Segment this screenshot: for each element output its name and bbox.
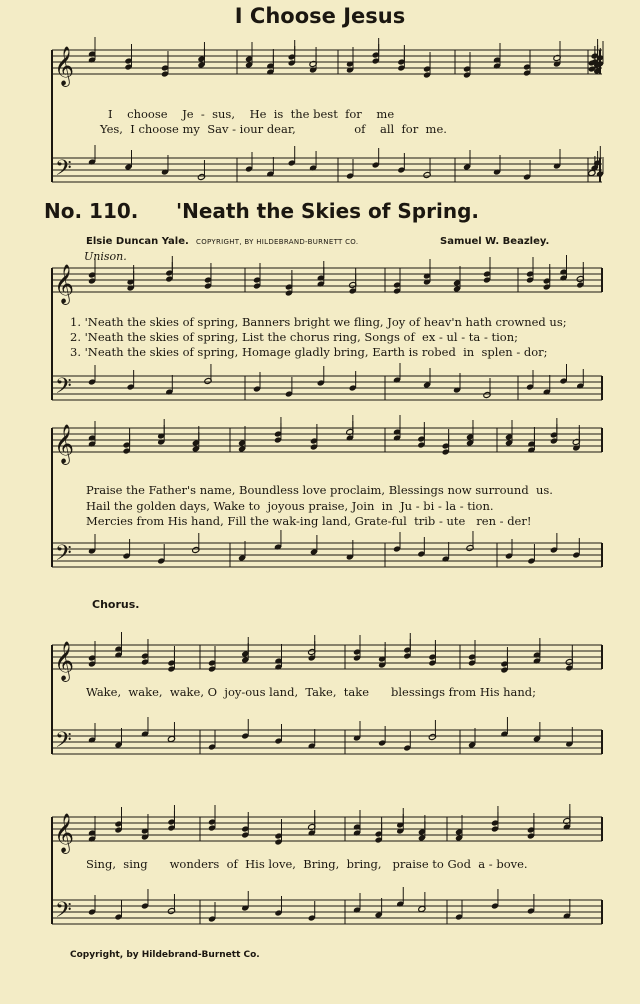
lyricist: Elsie Duncan Yale. bbox=[86, 236, 189, 247]
system-2-treble-staff bbox=[52, 268, 602, 292]
system-2-bass-clef-icon: 𝄢 bbox=[55, 374, 72, 404]
system-4-bass-clef-icon: 𝄢 bbox=[55, 728, 72, 758]
system-1-bass-staff bbox=[52, 158, 602, 182]
verse-3-line-a: 3. 'Neath the skies of spring, Homage gladly bring, Earth is robed in splen - dor; bbox=[70, 345, 548, 359]
system-4-treble-clef-icon: 𝄞 bbox=[54, 641, 75, 681]
copyright-notice: COPYRIGHT, BY HILDEBRAND-BURNETT CO. bbox=[196, 238, 359, 246]
system-1-bass-clef-icon: 𝄢 bbox=[55, 156, 72, 186]
hymn1-verse-line2: Yes, I choose my Sav - iour dear, of all for me. bbox=[100, 122, 447, 136]
verse-2-line-b: Hail the golden days, Wake to joyous praise, Join in Ju - bi - la - tion. bbox=[86, 499, 494, 513]
system-2-treble-clef-icon: 𝄞 bbox=[54, 264, 75, 304]
system-3-treble-staff bbox=[52, 428, 602, 452]
hymn1-title: I Choose Jesus bbox=[234, 4, 406, 28]
chorus-line-1: Wake, wake, wake, O joy-ous land, Take, take blessings from His hand; bbox=[86, 685, 537, 699]
system-3-treble-clef-icon: 𝄞 bbox=[54, 424, 75, 464]
verse-2-line-a: 2. 'Neath the skies of spring, List the chorus ring, Songs of ex - ul - ta - tion; bbox=[70, 330, 518, 344]
system-3-bass-clef-icon: 𝄢 bbox=[55, 541, 72, 571]
system-5-treble-clef-icon: 𝄞 bbox=[54, 813, 75, 853]
hymn2-title: 'Neath the Skies of Spring. bbox=[176, 199, 479, 223]
system-3-bass-staff bbox=[52, 543, 602, 567]
system-2-bass-staff bbox=[52, 376, 602, 400]
verse-1-line-b: Praise the Father's name, Boundless love proclaim, Blessings now surround us. bbox=[86, 483, 553, 497]
verse-1-line-a: 1. 'Neath the skies of spring, Banners bright we fling, Joy of heav'n hath crowned us; bbox=[70, 315, 567, 329]
chorus-line-2: Sing, sing wonders of His love, Bring, bring, praise to God a - bove. bbox=[86, 857, 528, 871]
hymn-number: No. 110. bbox=[44, 199, 139, 223]
system-4-treble-staff bbox=[52, 645, 602, 669]
verse-3-line-b: Mercies from His hand, Fill the wak-ing land, Grate-ful trib - ute ren - der! bbox=[86, 514, 532, 528]
tempo-marking: Unison. bbox=[84, 250, 127, 263]
system-5-bass-clef-icon: 𝄢 bbox=[55, 898, 72, 928]
system-1-treble-clef-icon: 𝄞 bbox=[54, 46, 75, 86]
footer-copyright: Copyright, by Hildebrand-Burnett Co. bbox=[70, 950, 260, 960]
system-5-bass-staff bbox=[52, 900, 602, 924]
composer: Samuel W. Beazley. bbox=[440, 236, 550, 247]
system-1-treble-staff bbox=[52, 50, 602, 74]
hymn1-verse-line1: I choose Je - sus, He is the best for me bbox=[108, 107, 395, 121]
chorus-label: Chorus. bbox=[92, 598, 140, 611]
system-5-treble-staff bbox=[52, 817, 602, 841]
system-4-bass-staff bbox=[52, 730, 602, 754]
